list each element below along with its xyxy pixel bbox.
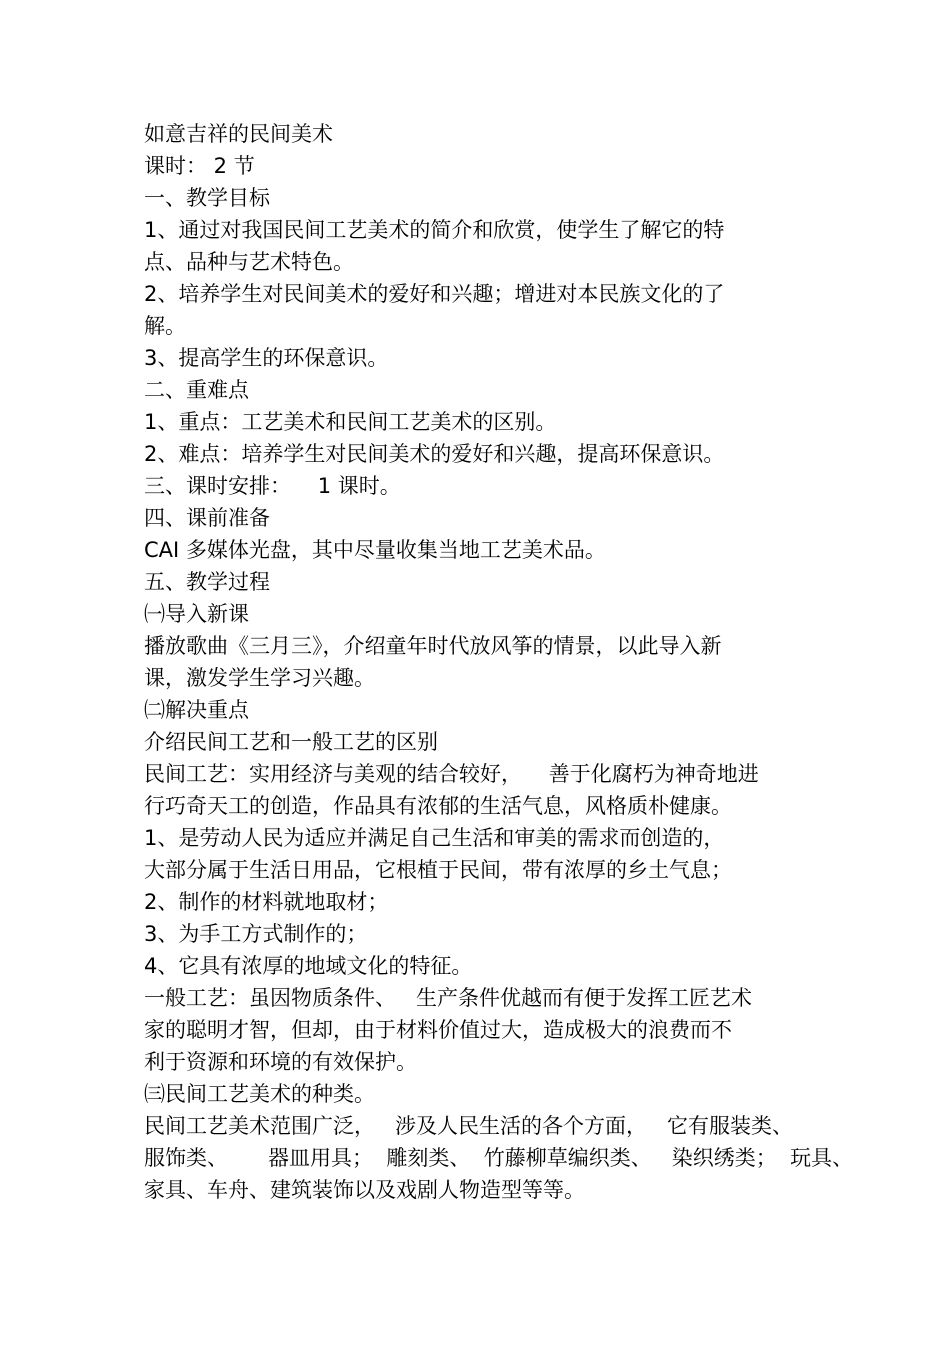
paragraph-line: CAI 多媒体光盘，其中尽量收集当地工艺美术品。: [144, 538, 606, 562]
paragraph-line: 利于资源和环境的有效保护。: [144, 1050, 417, 1074]
paragraph-line: 播放歌曲《三月三》，介绍童年时代放风筝的情景，以此导入新: [144, 634, 722, 658]
paragraph-line: 1、通过对我国民间工艺美术的简介和欣赏，使学生了解它的特: [144, 218, 725, 242]
section-heading-key-points: 二、重难点: [144, 378, 249, 402]
subsection-heading: ㈠导入新课: [144, 602, 249, 626]
paragraph-line: 服饰类、 器皿用具； 雕刻类、 竹藤柳草编织类、 染织绣类； 玩具、: [144, 1146, 854, 1170]
paragraph-line: 4、它具有浓厚的地域文化的特征。: [144, 954, 473, 978]
document-title: 如意吉祥的民间美术: [144, 122, 333, 146]
document-body: [144, 118, 854, 1206]
paragraph-line: 解。: [144, 314, 186, 338]
paragraph-line: 点、品种与艺术特色。: [144, 250, 354, 274]
paragraph-line: 3、为手工方式制作的；: [144, 922, 368, 946]
paragraph-line: 课，激发学生学习兴趣。: [144, 666, 375, 690]
paragraph-line: 家具、车舟、建筑装饰以及戏剧人物造型等等。: [144, 1178, 585, 1202]
paragraph-line: 介绍民间工艺和一般工艺的区别: [144, 730, 438, 754]
paragraph-line: 2、制作的材料就地取材；: [144, 890, 389, 914]
paragraph-line: 家的聪明才智，但却，由于材料价值过大，造成极大的浪费而不: [144, 1018, 732, 1042]
paragraph-line: 民间工艺美术范围广泛， 涉及人民生活的各个方面， 它有服装类、: [144, 1114, 794, 1138]
paragraph-line: 一般工艺：虽因物质条件、 生产条件优越而有便于发挥工匠艺术: [144, 986, 753, 1010]
paragraph-line: 1、重点：工艺美术和民间工艺美术的区别。: [144, 410, 557, 434]
paragraph-line: 民间工艺：实用经济与美观的结合较好， 善于化腐朽为神奇地进: [144, 762, 759, 786]
paragraph-line: 2、培养学生对民间美术的爱好和兴趣；增进对本民族文化的了: [144, 282, 725, 306]
paragraph-line: 1、是劳动人民为适应并满足自己生活和审美的需求而创造的，: [144, 826, 725, 850]
paragraph-line: 大部分属于生活日用品，它根植于民间，带有浓厚的乡土气息；: [144, 858, 732, 882]
section-heading-process: 五、教学过程: [144, 570, 270, 594]
class-hours: 课时： 2 节: [144, 154, 255, 178]
subsection-heading: ㈢民间工艺美术的种类。: [144, 1082, 375, 1106]
section-heading-preparation: 四、课前准备: [144, 506, 270, 530]
section-heading-schedule: 三、课时安排： 1 课时。: [144, 474, 401, 498]
paragraph-line: 3、提高学生的环保意识。: [144, 346, 389, 370]
section-heading-objectives: 一、教学目标: [144, 186, 270, 210]
subsection-heading: ㈡解决重点: [144, 698, 249, 722]
paragraph-line: 2、难点：培养学生对民间美术的爱好和兴趣，提高环保意识。: [144, 442, 725, 466]
paragraph-line: 行巧奇天工的创造，作品具有浓郁的生活气息，风格质朴健康。: [144, 794, 732, 818]
